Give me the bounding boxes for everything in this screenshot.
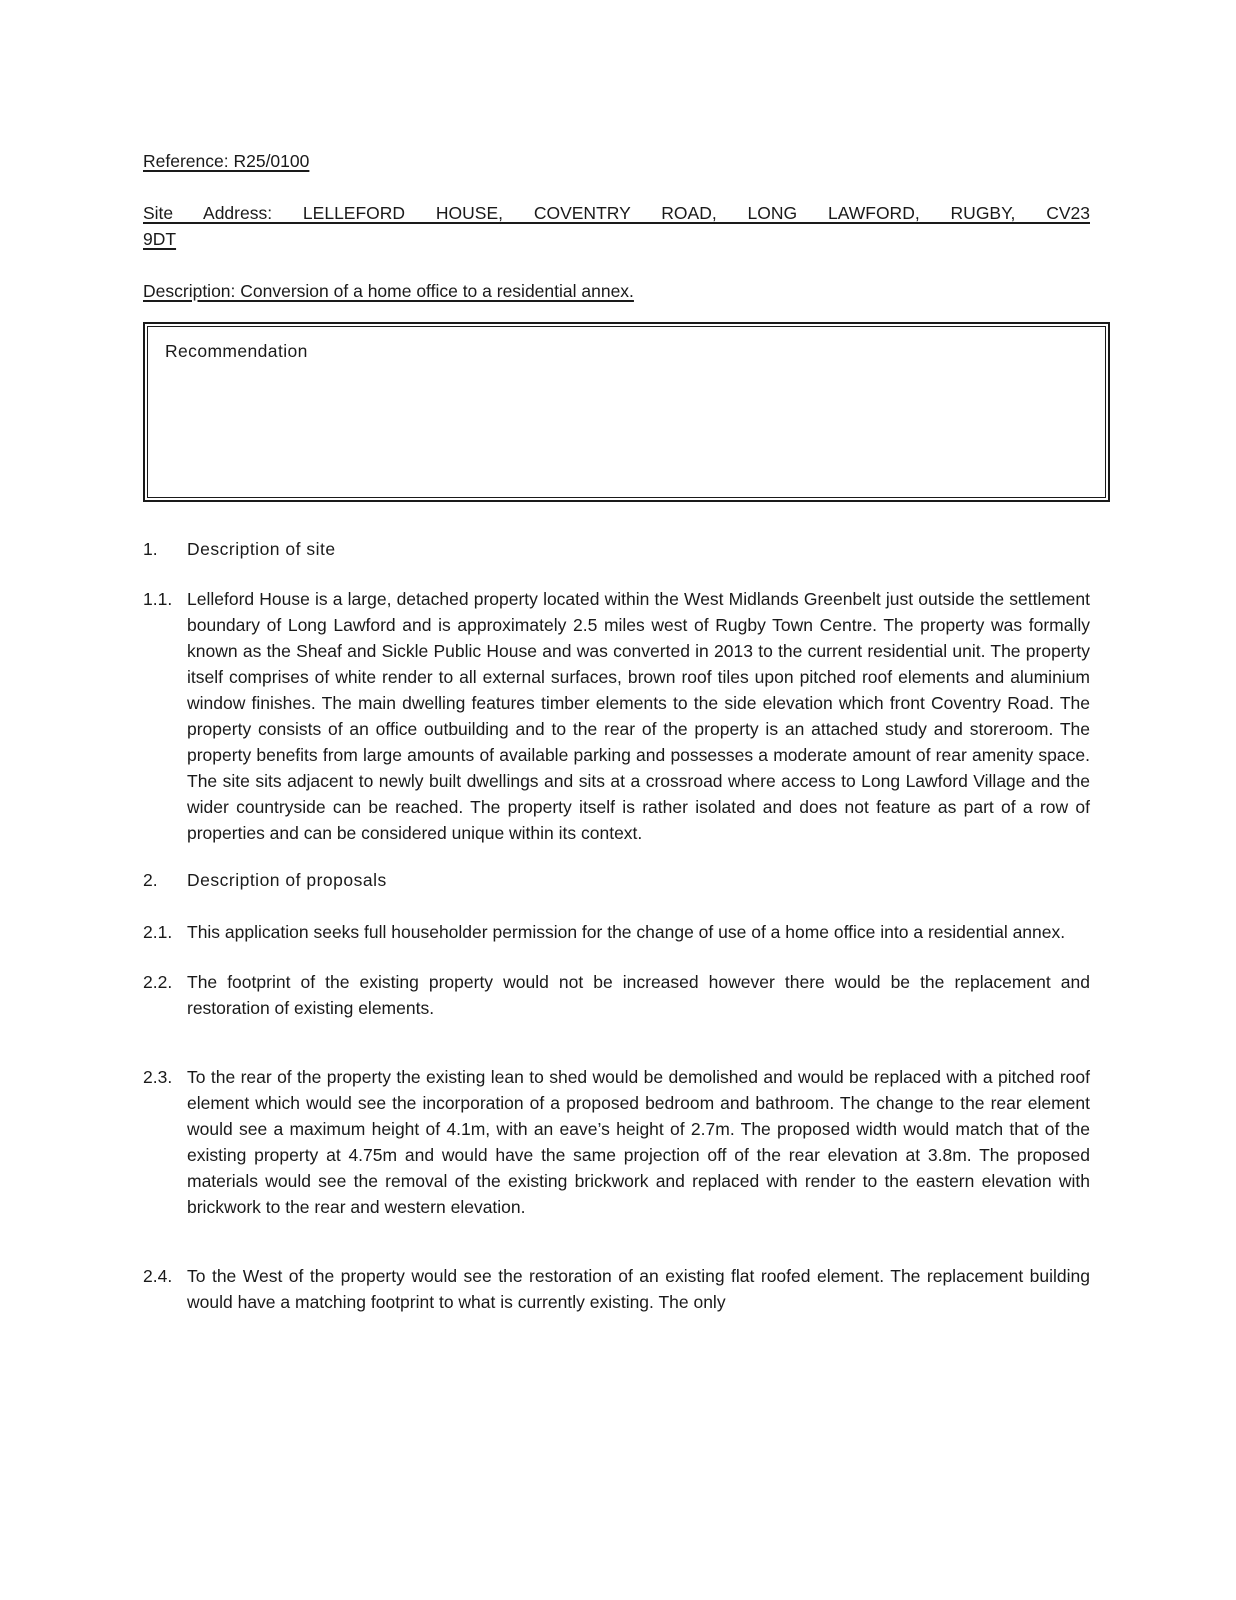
section-number: 2. — [143, 870, 158, 890]
site-address-line — [143, 200, 1090, 252]
paragraph-2-3 — [143, 1064, 1090, 1220]
paragraph-text: This application seeks full householder permission for the change of use of a home office into a residential annex. — [187, 922, 1066, 942]
paragraph-number: 1.1. — [143, 589, 173, 609]
description-line: Description: Conversion of a home office to a residential annex. — [143, 281, 634, 301]
paragraph-number: 2.3. — [143, 1067, 173, 1087]
paragraph-1-1 — [143, 586, 1090, 846]
recommendation-box-inner — [147, 326, 1106, 498]
section-title: Description of proposals — [187, 870, 387, 890]
section-heading-description-of-site — [143, 536, 1090, 562]
site-address-line-1: Site Address: LELLEFORD HOUSE, COVENTRY ROAD, LONG LAWFORD, RUGBY, CV23 — [143, 203, 1090, 223]
paragraph-number: 2.4. — [143, 1266, 173, 1286]
recommendation-title: Recommendation — [165, 341, 308, 361]
paragraph-2-4 — [143, 1263, 1090, 1315]
section-number: 1. — [143, 539, 158, 559]
paragraph-number: 2.1. — [143, 922, 173, 942]
paragraph-text: Lelleford House is a large, detached property located within the West Midlands Greenbelt just outside the settlement boundary of Long Lawford and is approximately 2.5 miles west of Rugby Town Centre. The property was formally known as the Sheaf and Sickle Public House and was converted in 2013 to the current residential unit. The property itself comprises of white render to all external surfaces, brown roof tiles upon pitched roof elements and aluminium window finishes. The main dwelling features timber elements to the side elevation which front Coventry Road. The property consists of an office outbuilding and to the rear of the property is an attached study and storeroom. The property benefits from large amounts of available parking and possesses a moderate amount of rear amenity space. The site sits adjacent to newly built dwellings and sits at a crossroad where access to Long Lawford Village and the wider countryside can be reached. The property itself is rather isolated and does not feature as part of a row of properties and can be considered unique within its context. — [187, 589, 1090, 843]
reference-line: Reference: R25/0100 — [143, 151, 310, 171]
paragraph-text: The footprint of the existing property would not be increased however there would be the replacement and restoration of existing elements. — [187, 972, 1090, 1018]
section-heading-description-of-proposals — [143, 867, 1090, 893]
paragraph-text: To the rear of the property the existing lean to shed would be demolished and would be replaced with a pitched roof element which would see the incorporation of a proposed bedroom and bathroom. The change to the rear element would see a maximum height of 4.1m, with an eave’s height of 2.7m. The proposed width would match that of the existing property at 4.75m and would have the same projection off of the rear elevation at 3.8m. The proposed materials would see the removal of the existing brickwork and replaced with render to the eastern elevation with brickwork to the rear and western elevation. — [187, 1067, 1090, 1217]
paragraph-number: 2.2. — [143, 972, 173, 992]
paragraph-text: To the West of the property would see the restoration of an existing flat roofed element. The replacement building would have a matching footprint to what is currently existing. The only — [187, 1266, 1090, 1312]
section-title: Description of site — [187, 539, 336, 559]
site-address-line-2: 9DT — [143, 229, 177, 249]
paragraph-2-2 — [143, 969, 1090, 1021]
paragraph-2-1 — [143, 919, 1090, 945]
recommendation-box — [143, 322, 1110, 502]
